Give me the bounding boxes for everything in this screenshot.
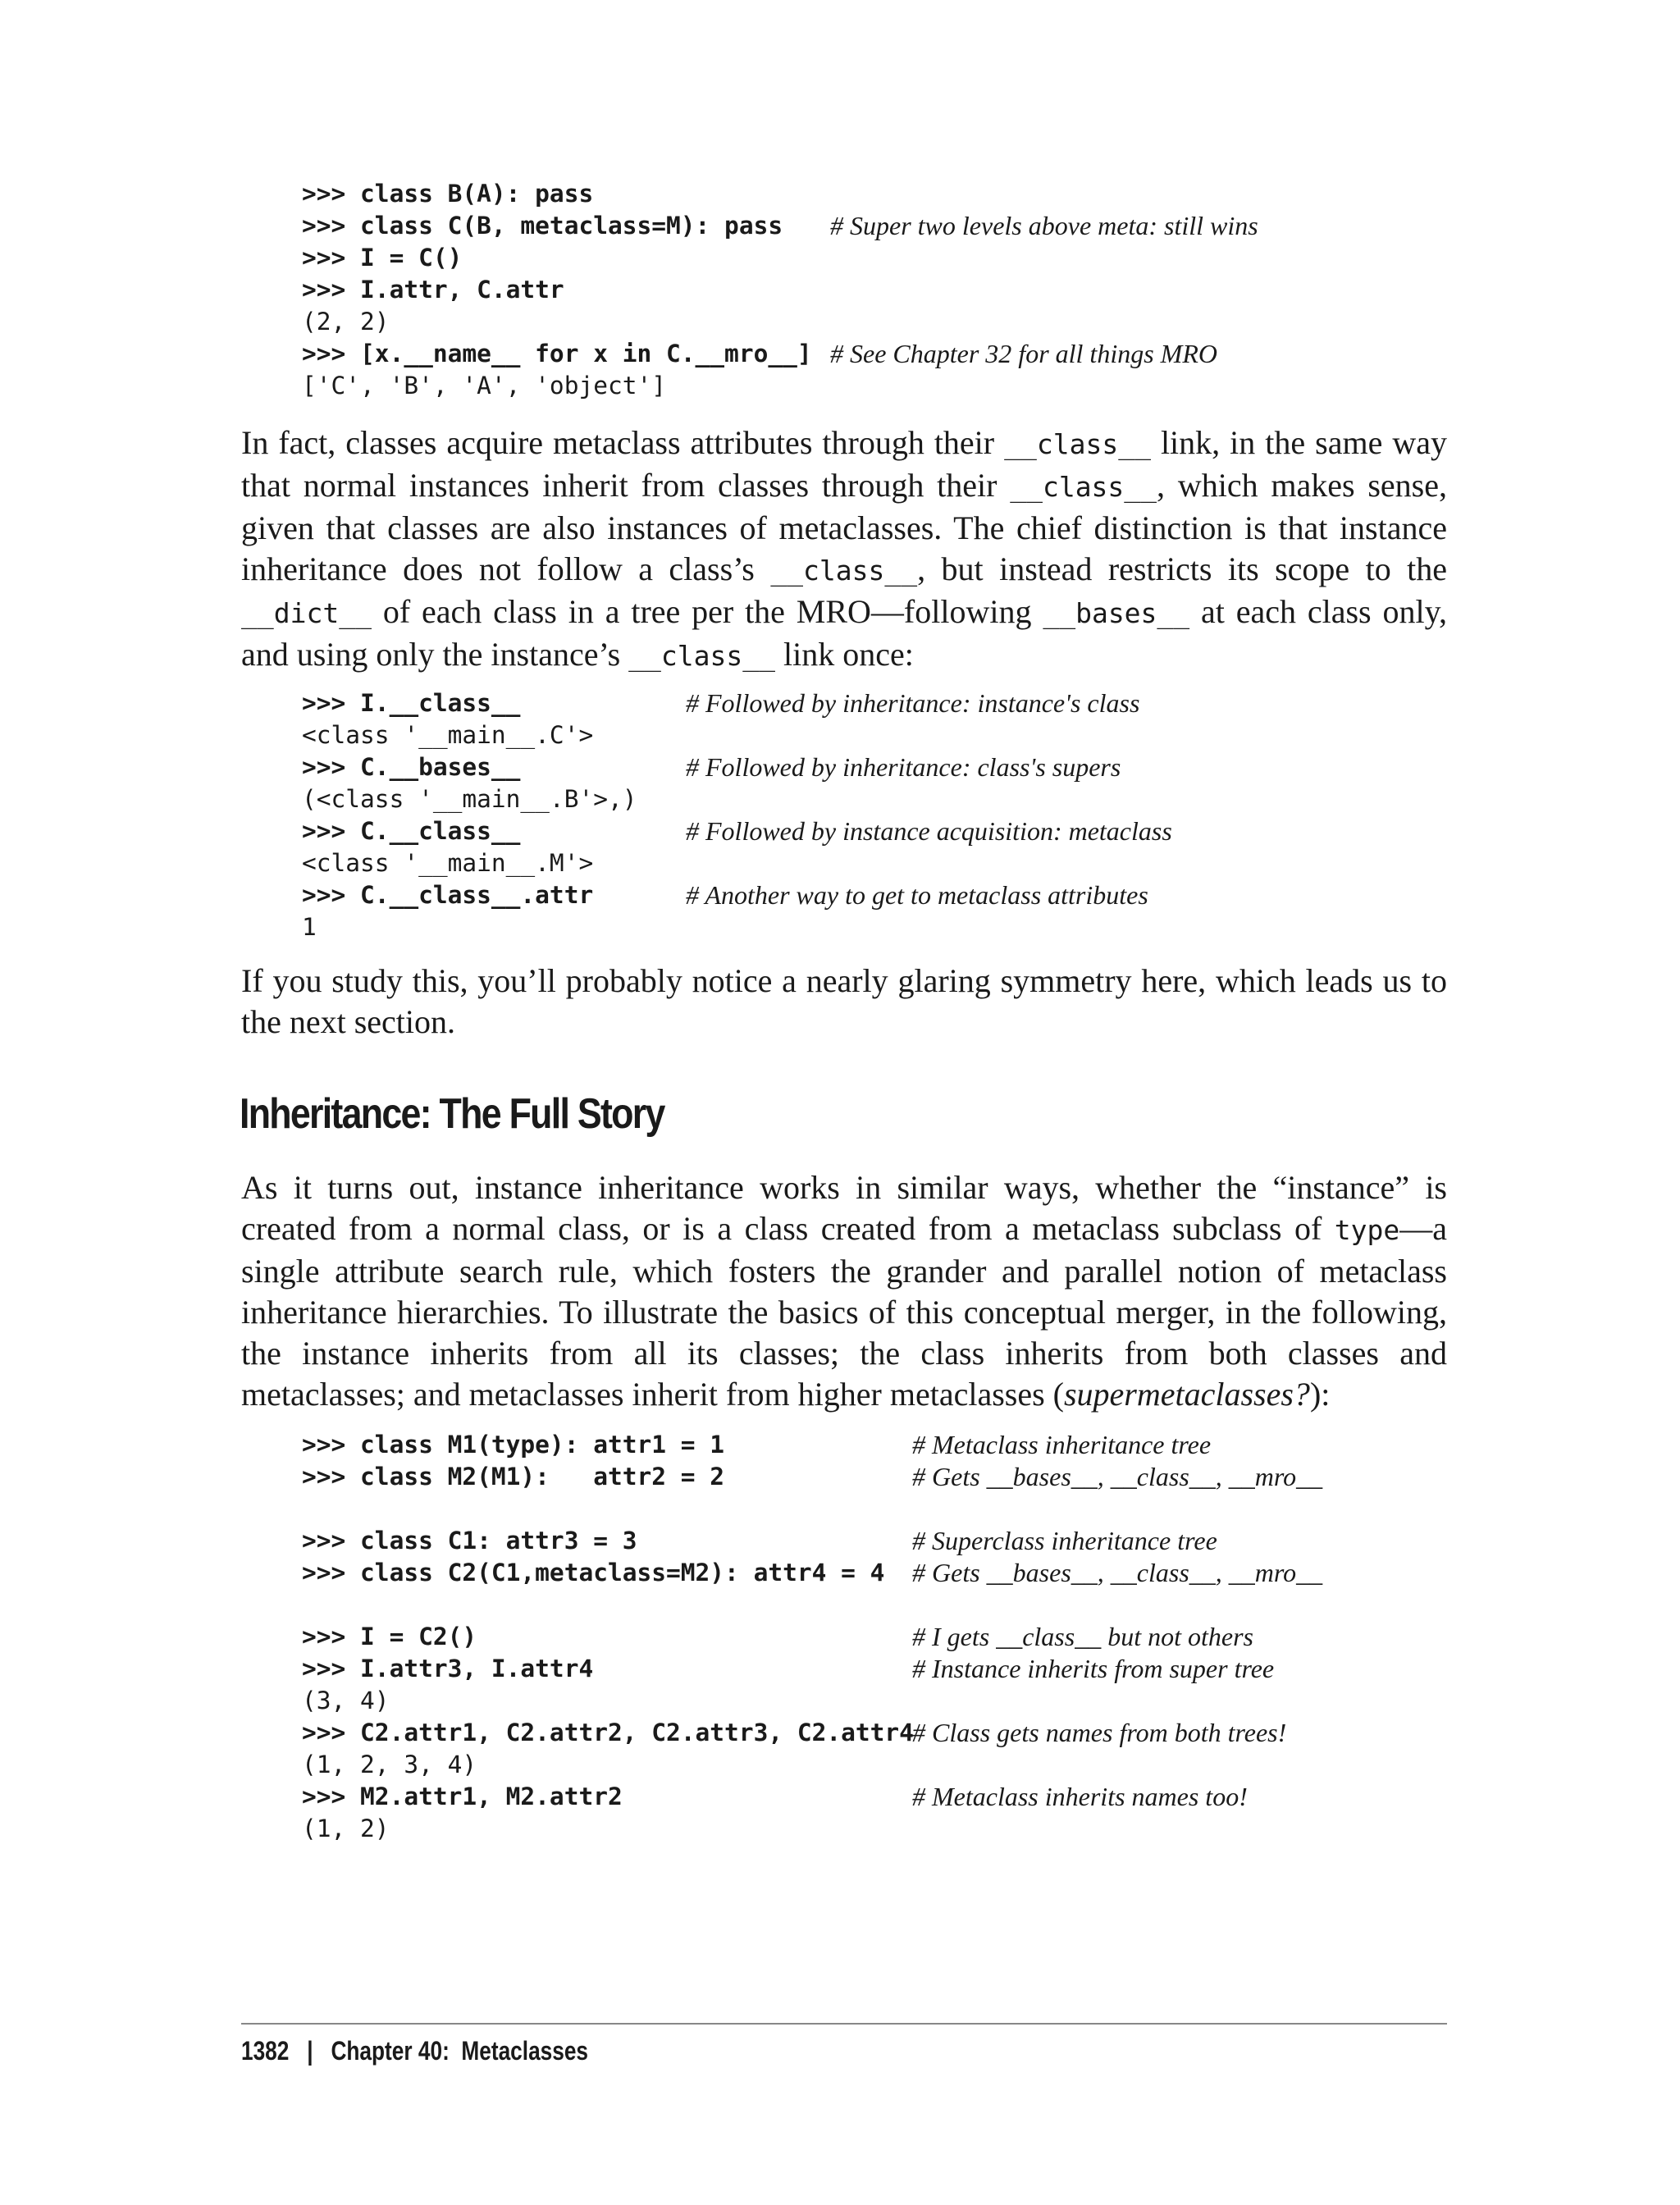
code-comment: # Gets __bases__, __class__, __mro__ [912, 1558, 1323, 1587]
code-output: ['C', 'B', 'A', 'object'] [302, 372, 667, 399]
code-line [302, 1621, 1442, 1653]
code-comment: # Super two levels above meta: still wins [830, 211, 1258, 240]
code-statement: >>> class C(B, metaclass=M): pass [302, 212, 783, 240]
code-comment: # Superclass inheritance tree [912, 1526, 1217, 1555]
code-line [302, 178, 1442, 210]
code-line [302, 783, 1442, 815]
code-comment: # See Chapter 32 for all things MRO [830, 339, 1217, 368]
code-block-3 [302, 1429, 1442, 1845]
code-line [302, 242, 1442, 274]
code-line [302, 687, 1442, 719]
code-line [302, 1557, 1442, 1589]
code-line [302, 815, 1442, 847]
code-statement: >>> M2.attr1, M2.attr2 [302, 1783, 623, 1810]
code-comment: # Class gets names from both trees! [912, 1718, 1287, 1747]
code-statement: >>> class M2(M1): attr2 = 2 [302, 1463, 725, 1491]
page-number: 1382 [241, 2036, 290, 2066]
code-line [302, 1461, 1442, 1493]
code-statement: >>> C.__class__ [302, 817, 521, 845]
chapter-title: Chapter 40: Metaclasses [331, 2036, 589, 2066]
code-statement: >>> C.__bases__ [302, 753, 521, 781]
code-line [302, 1717, 1442, 1749]
page-footer [241, 2036, 588, 2066]
code-line [302, 210, 1442, 242]
code-output: (3, 4) [302, 1687, 390, 1714]
code-comment: # Followed by instance acquisition: metaclass [686, 816, 1172, 846]
code-line [302, 1813, 1442, 1845]
code-line [302, 751, 1442, 783]
code-statement: >>> class C1: attr3 = 3 [302, 1527, 637, 1554]
code-line [302, 1429, 1442, 1461]
code-line [302, 1781, 1442, 1813]
code-statement: >>> class B(A): pass [302, 180, 594, 208]
code-line [302, 1749, 1442, 1781]
code-comment: # Metaclass inherits names too! [912, 1782, 1248, 1811]
code-output: 1 [302, 913, 317, 941]
paragraph-symmetry: If you study this, you’ll probably notice a nearly glaring symmetry here, which leads us to the next section. [241, 962, 1447, 1040]
code-comment: # Instance inherits from super tree [912, 1654, 1275, 1683]
footer-separator: | [307, 2036, 313, 2066]
code-line [302, 306, 1442, 338]
code-statement: >>> class C2(C1,metaclass=M2): attr4 = 4 [302, 1559, 885, 1586]
code-statement: >>> I.attr, C.attr [302, 276, 564, 304]
code-output: (<class '__main__.B'>,) [302, 785, 637, 813]
code-line [302, 847, 1442, 879]
code-gap [302, 1589, 1442, 1621]
code-line [302, 370, 1442, 402]
code-line [302, 1525, 1442, 1557]
code-line [302, 911, 1442, 943]
code-statement: >>> I = C2() [302, 1623, 477, 1650]
code-line [302, 1685, 1442, 1717]
code-comment: # I gets __class__ but not others [912, 1622, 1253, 1651]
paragraph-class-link: In fact, classes acquire metaclass attributes through their __class__ link, in the same way that normal instances inherit from classes through their __class__, which makes sense, given that classes are also instances of metaclasses. The chief distinction is that instance inheritance does not follow a class’s __class__, but instead restricts its scope to the __dict__ of each class in a tree per the MRO—following __bases__ at each class only, and using only the instance’s __class__ link once: [241, 424, 1448, 673]
code-gap [302, 1493, 1442, 1525]
code-output: (2, 2) [302, 308, 390, 336]
code-comment: # Gets __bases__, __class__, __mro__ [912, 1462, 1323, 1491]
code-comment: # Followed by inheritance: instance's class [686, 688, 1140, 718]
code-line [302, 1653, 1442, 1685]
code-comment: # Another way to get to metaclass attributes [686, 880, 1148, 910]
code-block-2 [302, 687, 1442, 943]
code-statement: >>> I.__class__ [302, 689, 521, 717]
paragraph-full-story: As it turns out, instance inheritance works in similar ways, whether the “instance” is created from a normal class, or is a class created from a metaclass subclass of type—a single attribute search rule, which fosters the grander and parallel notion of metaclass inheritance hierarchies. To illustrate the basics of this conceptual merger, in the following, the instance inherits from all its classes; the class inherits from both classes and metaclasses; and metaclasses inherit from higher metaclasses (supermetaclasses?): [241, 1169, 1447, 1413]
code-line [302, 879, 1442, 911]
code-statement: >>> I.attr3, I.attr4 [302, 1655, 594, 1682]
code-line [302, 719, 1442, 751]
footer-rule [241, 2023, 1447, 2025]
code-comment: # Metaclass inheritance tree [912, 1430, 1212, 1459]
code-block-1 [302, 178, 1442, 402]
code-statement: >>> C.__class__.attr [302, 881, 594, 909]
code-statement: >>> [x.__name__ for x in C.__mro__] [302, 340, 812, 368]
code-statement: >>> C2.attr1, C2.attr2, C2.attr3, C2.attr4 [302, 1719, 914, 1746]
code-line [302, 274, 1442, 306]
code-output: (1, 2) [302, 1815, 390, 1842]
code-output: <class '__main__.M'> [302, 849, 594, 877]
code-comment: # Followed by inheritance: class's supers [686, 752, 1121, 782]
section-heading: Inheritance: The Full Story [240, 1090, 664, 1138]
code-statement: >>> I = C() [302, 244, 463, 272]
code-output: (1, 2, 3, 4) [302, 1751, 477, 1778]
code-output: <class '__main__.C'> [302, 721, 594, 749]
code-statement: >>> class M1(type): attr1 = 1 [302, 1431, 725, 1459]
code-line [302, 338, 1442, 370]
